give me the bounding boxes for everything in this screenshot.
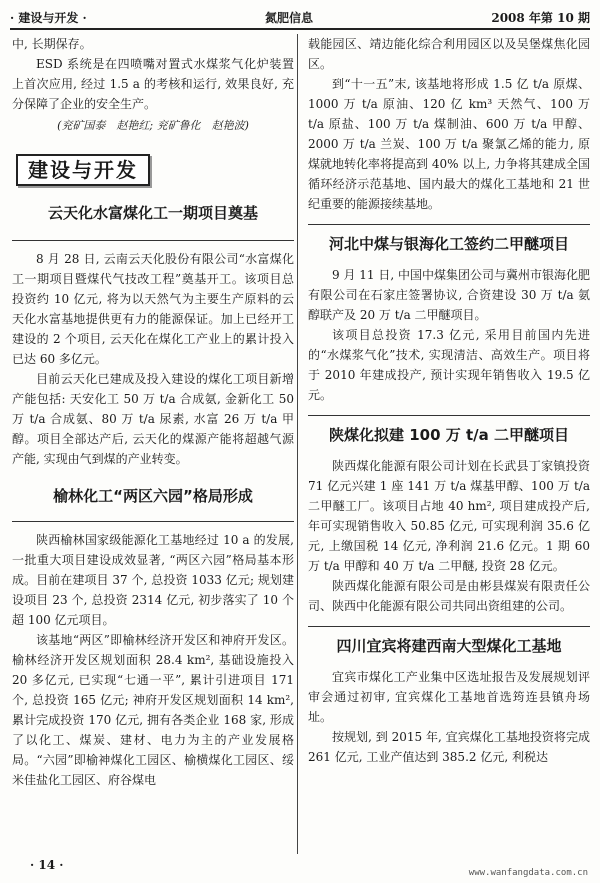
- header-section: · 建设与开发 ·: [10, 10, 87, 25]
- header-journal: 氮肥信息: [265, 10, 314, 25]
- article-paragraph: 按规划, 到 2015 年, 宜宾煤化工基地投资将完成 261 亿元, 工业产值达到 385.2 亿元, 利税达: [308, 730, 590, 764]
- article-paragraph: 目前云天化已建成及投入建设的煤化工项目新增产能包括: 天安化工 50 万 t/a 合成氨, 金新化工 50 万 t/a 合成氨、80 万 t/a 尿素, 水富 26 万 t/a 甲醇。项目全部达产后, 云天化的煤源产能将超越气源产能, 实现由气到煤的产业转变。: [12, 372, 294, 466]
- column-divider: [297, 34, 298, 854]
- article-title-sichuan: 四川宜宾将建西南大型煤化工基地: [336, 637, 562, 655]
- article-paragraph: 陕西煤化能源有限公司计划在长武县丁家镇投资 71 亿元兴建 1 座 141 万 t/a 煤基甲醇、100 万 t/a 二甲醚工厂。该项目占地 40 hm², 项目建成投产后, 年可实现销售收入 50.85 亿元, 可实现利润 35.6 亿元, 上缴国税 14 亿元, 净利润 21.6 亿元。1 期 60 万 t/a 甲醇和 40 万 t/a 二甲醚, 投资 28 亿元。: [308, 459, 590, 573]
- article-title-yuntianhua: 云天化水富煤化工一期项目奠基: [47, 204, 258, 222]
- running-header: [10, 6, 590, 30]
- article-title-yulin: 榆林化工“两区六园”格局形成: [53, 487, 253, 505]
- author-credit: (兖矿国泰 赵艳红; 兖矿鲁化 赵艳波): [57, 119, 249, 132]
- continued-line: 中, 长期保存。: [12, 37, 92, 51]
- page-number: · 14 ·: [30, 858, 64, 872]
- article-paragraph: 到“十一五”末, 该基地将形成 1.5 亿 t/a 原煤、1000 万 t/a 原油、120 亿 km³ 天然气、100 万 t/a 原盐、100 万 t/a 煤制油、600 万 t/a 甲醇、2000 万 t/a 兰炭、100 万 t/a 聚氯乙烯的能力, 原煤就地转化率将提高到 40% 以上, 力争将其建成全国循环经济示范基地、国内最大的煤化工基地和 21 世纪重要的能源接续基地。: [308, 77, 590, 211]
- article-title-shaanxi: 陕煤化拟建 100 万 t/a 二甲醚项目: [329, 426, 569, 444]
- article-paragraph: 9 月 11 日, 中国中煤集团公司与冀州市银海化肥有限公司在石家庄签署协议, 合资建设 30 万 t/a 氨醇联产及 20 万 t/a 二甲醚项目。: [308, 268, 590, 322]
- right-column: [308, 34, 590, 767]
- article-paragraph: 该基地“两区”即榆林经济开发区和神府开发区。榆林经济开发区规划面积 28.4 km², 基础设施投入 20 多亿元, 已实现“七通一平”, 累计引进项目 171 个, 总投资 165 亿元; 神府开发区规划面积 14 km², 累计完成投资 170 亿元, 拥有各类企业 168 家, 形成了以化工、煤炭、建材、电力为主的产业发展格局。“六园”即榆神煤化工园区、榆横煤化工园区、绥米佳盐化工园区、府谷煤电: [12, 633, 294, 787]
- watermark: www.wanfangdata.com.cn: [468, 868, 588, 878]
- section-banner-label: 建设与开发: [16, 154, 150, 186]
- article-paragraph: 陕西煤化能源有限公司是由彬县煤炭有限责任公司、陕西中化能源有限公司共同出资组建的公司。: [308, 579, 590, 613]
- header-issue: 2008 年第 10 期: [491, 10, 590, 25]
- article-paragraph: 陕西榆林国家级能源化工基地经过 10 a 的发展, 一批重大项目建设成效显著, “两区六园”格局基本形成。目前在建项目 37 个, 总投资 1033 亿元; 规划建设项目 23 个, 总投资 2314 亿元, 初步落实了 10 个超 100 亿元项目。: [12, 533, 294, 627]
- continued-paragraph: 载能园区、靖边能化综合利用园区以及吴堡煤焦化园区。: [308, 37, 590, 71]
- section-banner: [12, 154, 294, 186]
- article-paragraph: 该项目总投资 17.3 亿元, 采用目前国内先进的“水煤浆气化”技术, 实现清洁、高效生产。项目将于 2010 年建成投产, 预计实现年销售收入 19.5 亿元。: [308, 328, 590, 402]
- article-paragraph: 8 月 28 日, 云南云天化股份有限公司“水富煤化工一期项目暨煤代气技改工程”奠基开工。该项目总投资约 10 亿元, 将为以天然气为主要生产原料的云天化水富基地提供更有力的能源保证。加上已经开工建设的 2 个项目, 云天化在煤化工产业上的累计投入已达 60 多亿元。: [12, 252, 294, 366]
- article-title-hebei: 河北中煤与银海化工签约二甲醚项目: [328, 235, 569, 253]
- article-paragraph: 宜宾市煤化工产业集中区选址报告及发展规划评审会通过初审, 宜宾煤化工基地首选筠连县镇舟场址。: [308, 670, 590, 724]
- left-column: [12, 34, 294, 790]
- esd-paragraph: ESD 系统是在四喷嘴对置式水煤浆气化炉装置上首次应用, 经过 1.5 a 的考核和运行, 效果良好, 充分保障了企业的安全生产。: [12, 57, 294, 111]
